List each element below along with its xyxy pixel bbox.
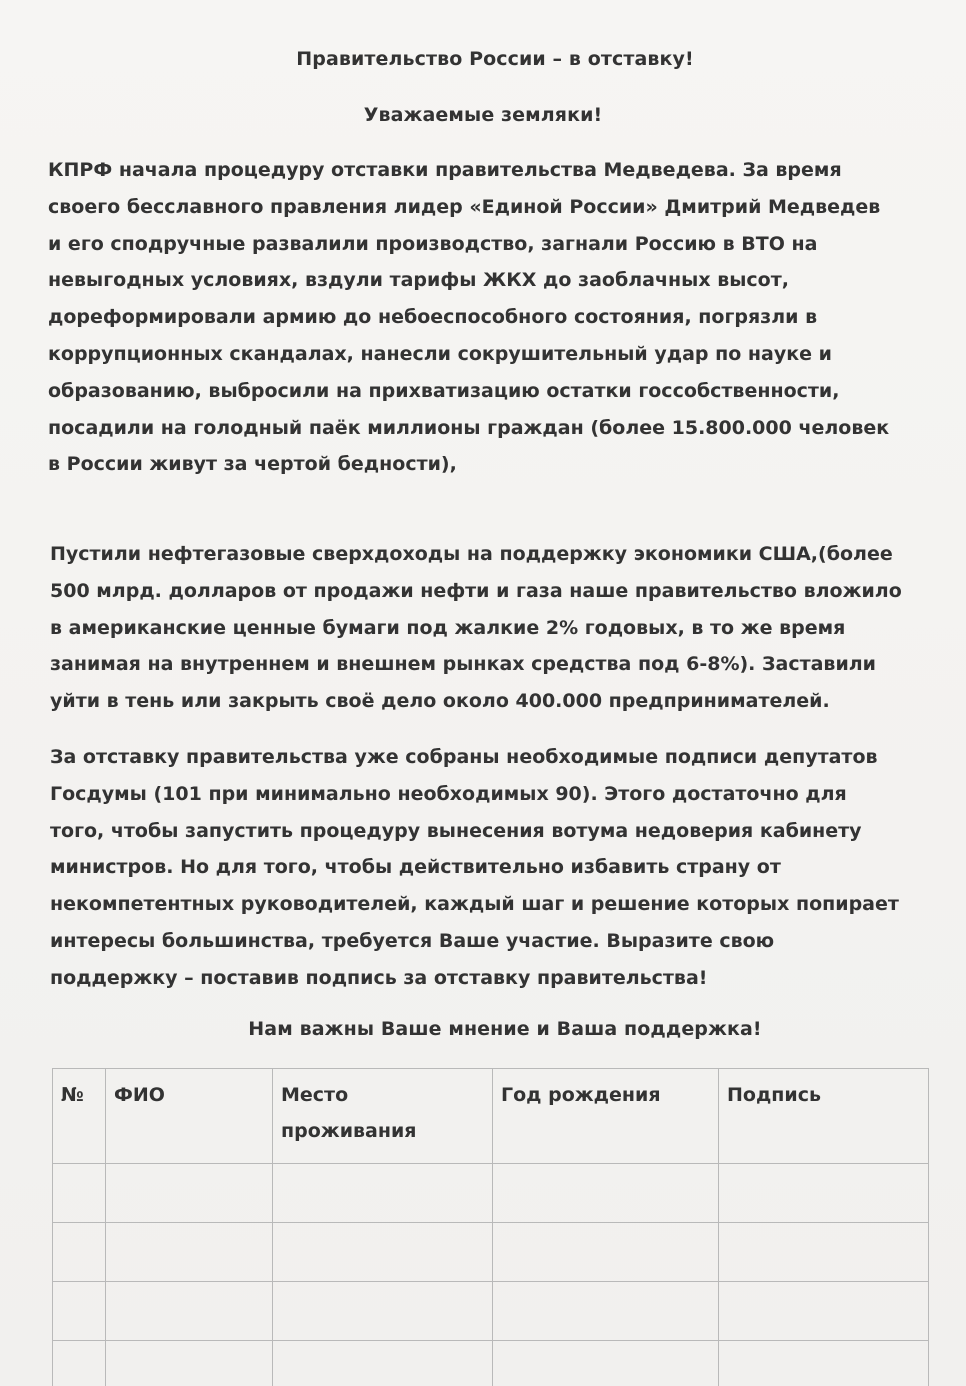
paragraph-3 (50, 739, 930, 997)
header-residence-line-2: проживания (281, 1120, 417, 1142)
table-row (53, 1164, 929, 1223)
paragraph-line: Пустили нефтегазовые сверхдоходы на поддержку экономики США,(более (50, 543, 893, 565)
paragraph-line: Госдумы (101 при минимально необходимых 90). Этого достаточно для (50, 782, 847, 805)
header-signature: Подпись (719, 1069, 929, 1164)
cell-residence (273, 1341, 493, 1386)
cell-name (106, 1341, 273, 1386)
paragraph-line: интересы большинства, требуется Ваше участие. Выразите свою (50, 929, 775, 952)
cell-number (53, 1282, 106, 1341)
paragraph-line: своего бесславного правления лидер «Единой России» Дмитрий Медведев (48, 195, 881, 218)
closing-line: Нам важны Ваше мнение и Ваша поддержка! (248, 1018, 762, 1040)
paragraph-line: того, чтобы запустить процедуру вынесения вотума недоверия кабинету (50, 819, 862, 842)
cell-residence (273, 1282, 493, 1341)
cell-signature (719, 1282, 929, 1341)
paragraph-line: невыгодных условиях, вздули тарифы ЖКХ до заоблачных высот, (48, 269, 789, 292)
cell-birth-year (493, 1282, 719, 1341)
paragraph-2 (50, 536, 930, 720)
cell-birth-year (493, 1341, 719, 1386)
header-residence (273, 1069, 493, 1164)
cell-signature (719, 1223, 929, 1282)
cell-birth-year (493, 1223, 719, 1282)
paragraph-line: занимая на внутреннем и внешнем рынках средства под 6-8%). Заставили (50, 653, 876, 676)
paragraph-1 (48, 152, 928, 483)
cell-signature (719, 1341, 929, 1386)
cell-signature (719, 1164, 929, 1223)
paragraph-line: КПРФ начала процедуру отставки правительства Медведева. За время (48, 159, 842, 181)
greeting: Уважаемые земляки! (363, 104, 603, 126)
paragraph-line: коррупционных скандалах, нанесли сокрушительный удар по науке и (48, 342, 832, 365)
paragraph-line: в американские ценные бумаги под жалкие 2% годовых, в то же время (50, 616, 846, 639)
table-header-row (53, 1069, 929, 1164)
paragraph-line: образованию, выбросили на прихватизацию остатки госсобственности, (48, 379, 840, 402)
paragraph-line: 500 млрд. долларов от продажи нефти и газа наше правительство вложило (50, 579, 902, 602)
cell-residence (273, 1223, 493, 1282)
cell-birth-year (493, 1164, 719, 1223)
table-row (53, 1282, 929, 1341)
document-title: Правительство России – в отставку! (296, 48, 694, 70)
cell-number (53, 1223, 106, 1282)
table-row (53, 1341, 929, 1386)
header-birth-year: Год рождения (493, 1069, 719, 1164)
header-name: ФИО (106, 1069, 273, 1164)
paragraph-line: За отставку правительства уже собраны необходимые подписи депутатов (50, 746, 878, 768)
paragraph-line: в России живут за чертой бедности), (48, 453, 457, 476)
paragraph-line: и его сподручные развалили производство, загнали Россию в ВТО на (48, 232, 818, 255)
cell-name (106, 1282, 273, 1341)
cell-number (53, 1164, 106, 1223)
paragraph-line: посадили на голодный паёк миллионы граждан (более 15.800.000 человек (48, 416, 890, 439)
paragraph-line: министров. Но для того, чтобы действительно избавить страну от (50, 856, 781, 879)
cell-number (53, 1341, 106, 1386)
paragraph-line: дореформировали армию до небоеспособного состояния, погрязли в (48, 306, 818, 329)
paragraph-line: поддержку – поставив подпись за отставку правительства! (50, 966, 708, 989)
cell-name (106, 1223, 273, 1282)
cell-residence (273, 1164, 493, 1223)
cell-name (106, 1164, 273, 1223)
table-row (53, 1223, 929, 1282)
paragraph-line: уйти в тень или закрыть своё дело около 400.000 предпринимателей. (50, 690, 830, 713)
paragraph-line: некомпетентных руководителей, каждый шаг и решение которых попирает (50, 893, 899, 916)
header-number: № (53, 1069, 106, 1164)
header-residence-line-1: Место (281, 1084, 349, 1106)
signature-table (52, 1068, 929, 1386)
